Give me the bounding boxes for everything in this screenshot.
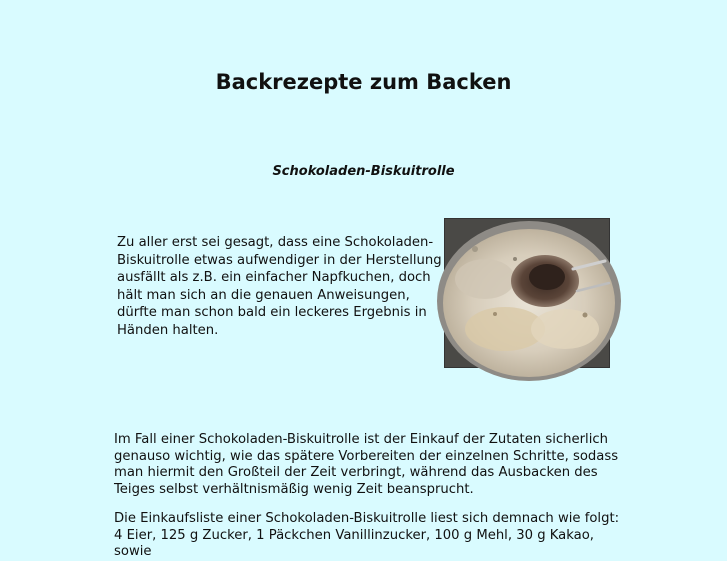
intro-text: Zu aller erst sei gesagt, dass eine Schokoladen-Biskuitrolle etwas aufwendiger in der Herstellung ausfällt als z.B. ein einfacher Napfkuchen, doch hält man sich an die genauen Anweisungen, dürfte man schon bald ein leckeres Ergebnis in Händen halten. <box>117 235 442 338</box>
paragraph-shopping-list: Die Einkaufsliste einer Schokoladen-Biskuitrolle liest sich demnach wie folgt: 4 Eier, 125 g Zucker, 1 Päckchen Vanillinzucker, 100 g Mehl, 30 g Kakao, sowie <box>114 511 620 559</box>
site-title: Backrezepte zum Backen <box>215 70 512 94</box>
paragraph-shopping-intro: Im Fall einer Schokoladen-Biskuitrolle ist der Einkauf der Zutaten sicherlich genauso wichtig, wie das spätere Vorbereiten der einzelnen Schritte, sodass man hiermit den Großteil der Zeit verbringt, während das Ausbacken des Teiges selbst verhältnismäßig wenig Zeit beansprucht. <box>114 432 619 497</box>
recipe-photo <box>444 218 610 368</box>
recipe-title: Schokoladen-Biskuitrolle <box>272 164 455 179</box>
flour-cocoa-bowl-image <box>445 219 609 367</box>
